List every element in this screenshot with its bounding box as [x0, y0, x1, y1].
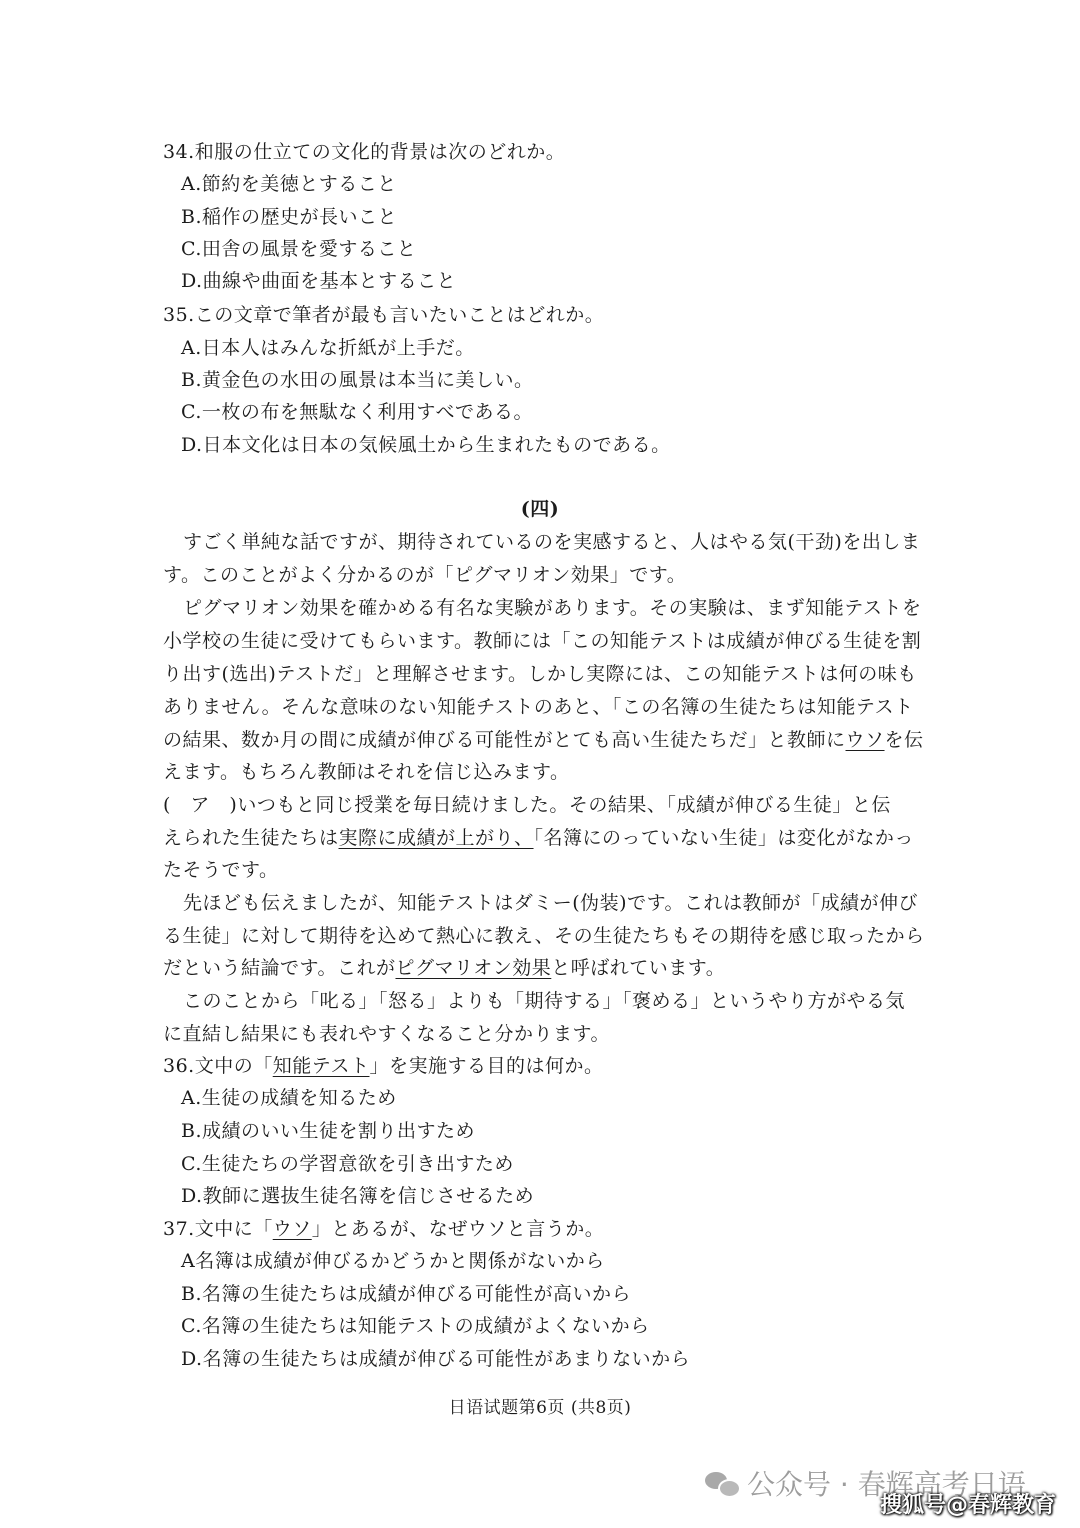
question-37-option-a: A名簿は成績が伸びるかどうかと関係がないから	[181, 1250, 605, 1272]
underlined-term: 知能テスト	[272, 1055, 370, 1077]
underlined-uso: ウソ	[845, 729, 885, 751]
passage-line: り出す(选出)テストだ」と理解させます。しかし実際には、この知能テストは何の味も	[163, 663, 917, 685]
stem-text: 36.文中の「	[163, 1055, 273, 1077]
question-36-option-d: D.教師に選抜生徒名簿を信じさせるため	[181, 1185, 535, 1207]
question-36-option-c: C.生徒たちの学習意欲を引き出すため	[181, 1153, 514, 1175]
underlined-term: ウソ	[272, 1218, 312, 1240]
passage-text: の結果、数か月の間に成績が伸びる可能性がとても高い生徒たちだ」と教師に	[163, 729, 846, 751]
question-37-option-c: C.名簿の生徒たちは知能テストの成績がよくないから	[181, 1315, 650, 1337]
question-34-option-a: A.節約を美徳とすること	[181, 173, 397, 195]
question-34-option-b: B.稲作の歴史が長いこと	[181, 206, 398, 228]
question-35-stem: 35.この文章で筆者が最も言いたいことはどれか。	[163, 304, 605, 326]
question-35-option-b: B.黄金色の水田の風景は本当に美しい。	[181, 369, 534, 391]
watermark-text: 公众号 · 春辉高考日语	[747, 1468, 1026, 1501]
question-36-option-b: B.成績のいい生徒を割り出すため	[181, 1120, 476, 1142]
passage-text: と呼ばれています。	[551, 957, 726, 979]
passage-line: ( ア )いつもと同じ授業を毎日続けました。その結果、「成績が伸びる生徒」と伝	[163, 794, 891, 816]
passage-text: えられた生徒たちは	[163, 827, 339, 849]
question-36-stem	[163, 1053, 603, 1079]
question-35-option-a: A.日本人はみんな折紙が上手だ。	[181, 337, 475, 359]
passage-line: えます。もちろん教師はそれを信じ込みます。	[163, 761, 570, 783]
passage-line: たそうです。	[163, 859, 279, 881]
question-37-option-d: D.名簿の生徒たちは成績が伸びる可能性があまりないから	[181, 1348, 691, 1370]
stem-text: 」を実施する目的は何か。	[369, 1055, 604, 1077]
question-37-option-b: B.名簿の生徒たちは成績が伸びる可能性が高いから	[181, 1283, 632, 1305]
question-34-option-d: D.曲線や曲面を基本とすること	[181, 270, 457, 292]
passage-line: す。このことがよく分かるのが「ピグマリオン効果」です。	[163, 564, 687, 586]
underlined-pygmalion: ピグマリオン効果	[395, 957, 552, 979]
question-35-option-d: D.日本文化は日本の気候風土から生まれたものである。	[181, 434, 671, 456]
passage-line: ピグマリオン効果を確かめる有名な実験があります。その実験は、まず知能テストを	[183, 597, 922, 619]
question-34-option-c: C.田舎の風景を愛すること	[181, 238, 417, 260]
passage-line: る生徒」に対して期待を込めて熱心に教え、その生徒たちもその期待を感じ取ったから	[163, 925, 925, 947]
wechat-icon	[705, 1470, 739, 1496]
passage-text: を伝	[884, 729, 924, 751]
page-footer: 日语试题第6页 (共8页)	[448, 1398, 632, 1418]
passage-line	[163, 727, 924, 753]
underlined-phrase: 実際に成績が上がり、	[338, 827, 534, 849]
passage-line: すごく単純な話ですが、期待されているのを実感すると、人はやる気(干劲)を出しま	[183, 531, 921, 553]
stem-text: 37.文中に「	[163, 1218, 273, 1240]
passage-line: に直結し結果にも表れやすくなること分かります。	[163, 1023, 610, 1045]
question-35-option-c: C.一枚の布を無駄なく利用すべである。	[181, 401, 534, 423]
passage-line: このことから「叱る」「怒る」よりも「期待する」「褒める」というやり方がやる気	[183, 990, 906, 1012]
passage-line	[163, 825, 914, 851]
passage-line	[163, 955, 725, 981]
passage-line: 小学校の生徒に受けてもらいます。教師には「この知能テストは成績が伸びる生徒を割	[163, 630, 922, 652]
question-37-stem	[163, 1216, 604, 1242]
section-title: (四)	[520, 498, 560, 520]
question-34-stem: 34.和服の仕立ての文化的背景は次のどれか。	[163, 141, 566, 163]
source-mark: 搜狐号@春辉教育	[880, 1493, 1057, 1518]
stem-text: 」とあるが、なぜウソと言うか。	[311, 1218, 605, 1240]
passage-text: だという結論です。これが	[163, 957, 396, 979]
passage-line: 先ほども伝えましたが、知能テストはダミー(伪装)です。これは教師が「成績が伸び	[183, 892, 919, 914]
passage-text: 「名簿にのっていない生徒」は変化がなかっ	[533, 827, 914, 849]
question-36-option-a: A.生徒の成績を知るため	[181, 1087, 397, 1109]
passage-line: ありません。そんな意味のない知能チストのあと、「この名簿の生徒たちは知能テスト	[163, 696, 914, 718]
